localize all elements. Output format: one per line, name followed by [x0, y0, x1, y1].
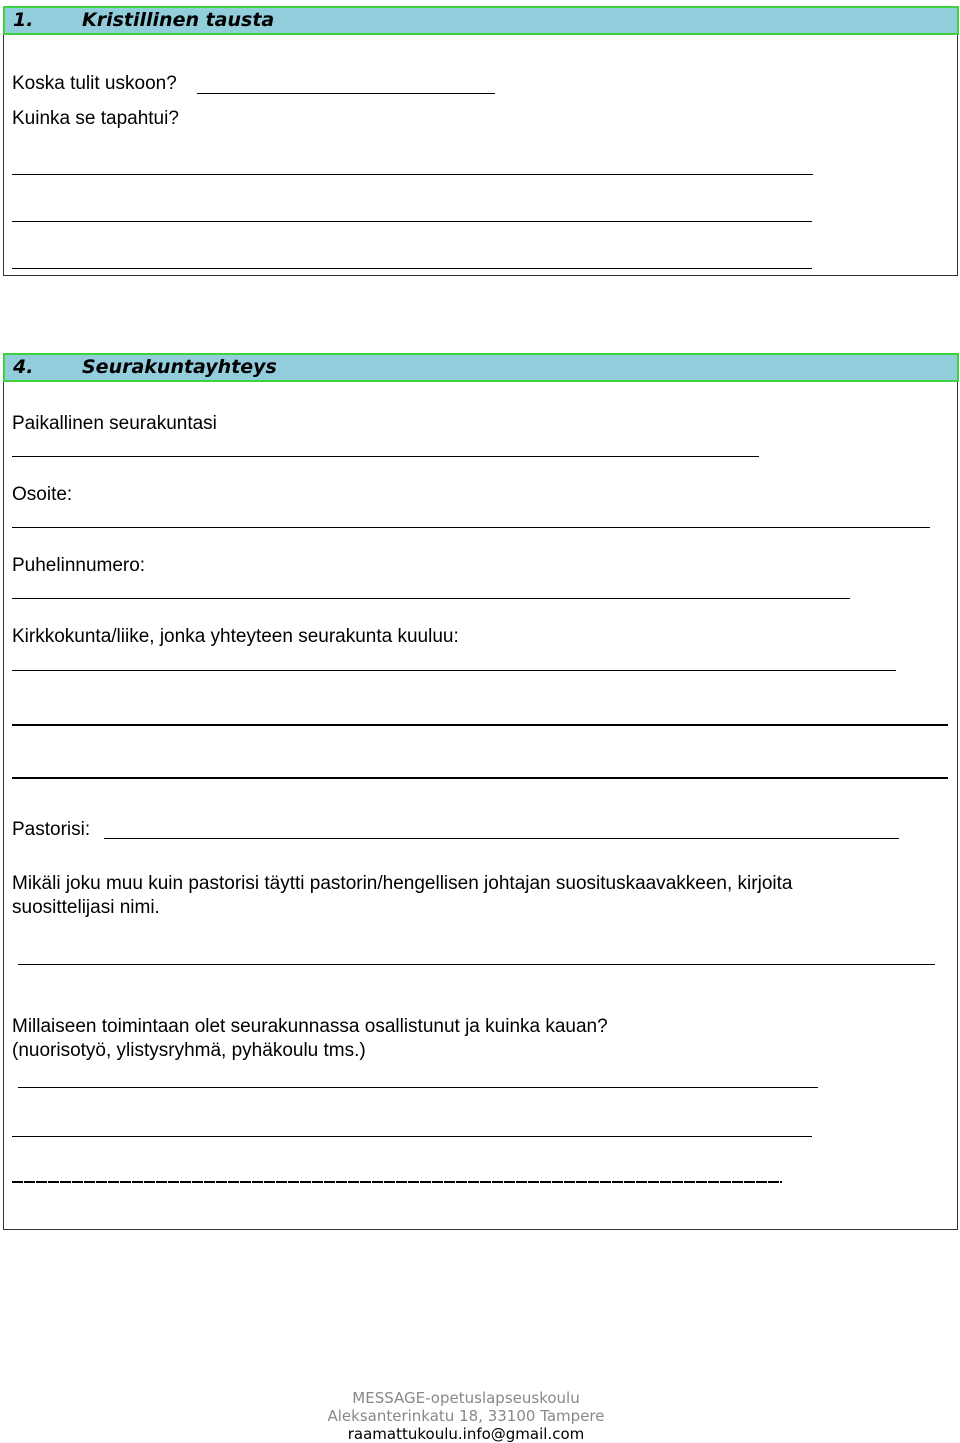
label-activity-line-1: Millaiseen toimintaan olet seurakunnassa osallistunut ja kuinka kauan?	[12, 1016, 608, 1037]
answer-line-local-church[interactable]	[12, 456, 759, 457]
section-4-number: 4.	[13, 356, 34, 378]
answer-line-activity-1[interactable]	[18, 1087, 818, 1088]
answer-line-when-saved[interactable]	[197, 93, 495, 94]
section-4-title: Seurakuntayhteys	[82, 356, 277, 378]
section-4-box	[3, 353, 958, 1230]
answer-line-address[interactable]	[12, 527, 930, 528]
label-recommender-line-1: Mikäli joku muu kuin pastorisi täytti pastorin/hengellisen johtajan suosituskaavakkeen, kirjoita	[12, 873, 793, 894]
answer-line-phone[interactable]	[12, 598, 850, 599]
label-recommender-line-2: suosittelijasi nimi.	[12, 897, 160, 918]
footer-org: MESSAGE-opetuslapseuskoulu	[352, 1389, 580, 1407]
question-how-happened: Kuinka se tapahtui?	[12, 108, 179, 129]
footer-address: Aleksanterinkatu 18, 33100 Tampere	[327, 1407, 605, 1425]
answer-line-denomination-3[interactable]	[12, 777, 948, 779]
label-address: Osoite:	[12, 484, 73, 505]
label-local-church: Paikallinen seurakuntasi	[12, 413, 217, 434]
label-pastor: Pastorisi:	[12, 819, 91, 840]
answer-line-activity-2[interactable]	[12, 1136, 812, 1137]
section-1-title: Kristillinen tausta	[82, 9, 275, 31]
label-activity-line-2: (nuorisotyö, ylistysryhmä, pyhäkoulu tms.)	[12, 1040, 366, 1061]
footer-email: raamattukoulu.info@gmail.com	[347, 1425, 585, 1443]
section-1-header	[3, 6, 959, 35]
answer-line-denomination-1[interactable]	[12, 670, 896, 671]
answer-line-how-1[interactable]	[12, 174, 813, 175]
section-1-number: 1.	[13, 9, 34, 31]
answer-line-how-3[interactable]	[12, 268, 812, 269]
section-4-header	[3, 353, 959, 382]
question-when-saved: Koska tulit uskoon?	[12, 73, 177, 94]
answer-line-pastor[interactable]	[104, 838, 899, 839]
answer-line-denomination-2[interactable]	[12, 724, 948, 726]
answer-line-activity-3[interactable]	[12, 1181, 782, 1183]
answer-line-recommender[interactable]	[18, 964, 935, 965]
section-1-box	[3, 6, 958, 276]
label-phone: Puhelinnumero:	[12, 555, 146, 576]
label-denomination: Kirkkokunta/liike, jonka yhteyteen seurakunta kuuluu:	[12, 626, 459, 647]
answer-line-how-2[interactable]	[12, 221, 812, 222]
